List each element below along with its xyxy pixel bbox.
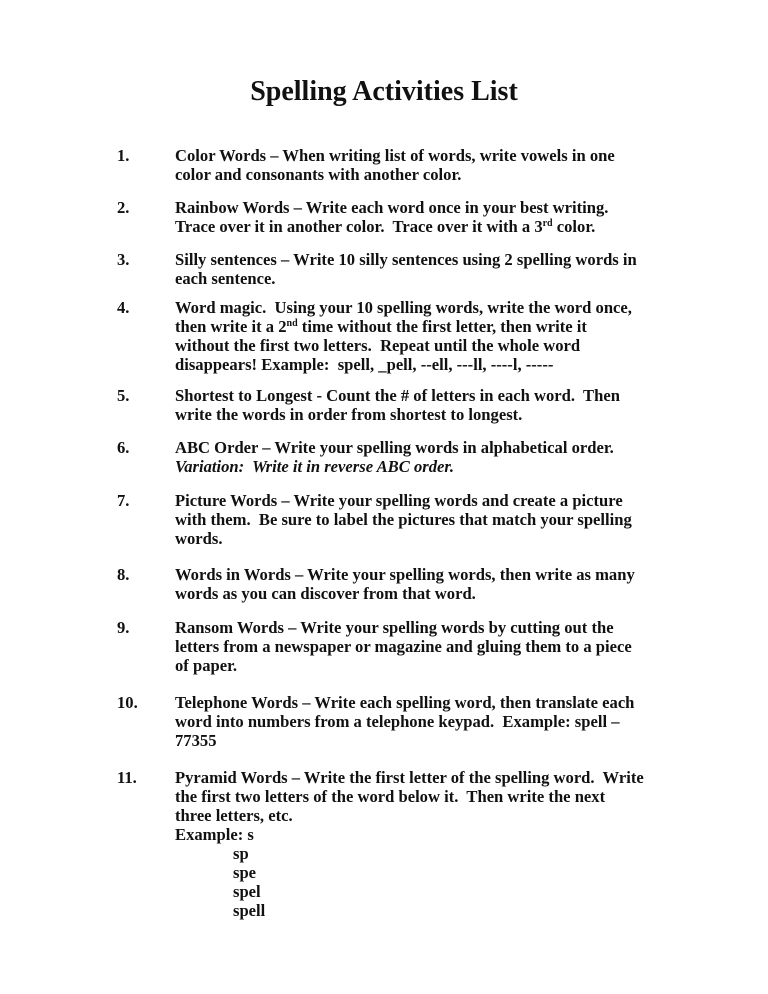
item-text: Picture Words – Write your spelling words and create a picture	[175, 491, 623, 510]
item-number: 7.	[117, 491, 130, 510]
item-text: letters from a newspaper or magazine and gluing them to a piece	[175, 637, 632, 656]
item-number: 5.	[117, 386, 130, 405]
item-text: each sentence.	[175, 269, 276, 288]
item-text: Color Words – When writing list of words, write vowels in one	[175, 146, 615, 165]
pyramid-example-line: spel	[233, 882, 261, 901]
item-text: Words in Words – Write your spelling words, then write as many	[175, 565, 635, 584]
item-text: without the first two letters. Repeat until the whole word	[175, 336, 581, 355]
item-variation-text: Variation: Write it in reverse ABC order.	[175, 457, 455, 476]
item-text: then write it a	[175, 317, 279, 336]
item-text: time without the first letter, then write it	[297, 317, 587, 336]
page-title: Spelling Activities List	[250, 76, 518, 107]
superscript: rd	[542, 218, 553, 229]
item-text: Ransom Words – Write your spelling words by cutting out the	[175, 618, 614, 637]
item-text: Telephone Words – Write each spelling word, then translate each	[175, 693, 635, 712]
item-text: Shortest to Longest - Count the # of letters in each word. Then	[175, 386, 620, 405]
superscript: nd	[286, 318, 298, 329]
item-number: 1.	[117, 146, 130, 165]
item-text: 3	[534, 217, 543, 236]
item-number: 4.	[117, 298, 130, 317]
item-number: 3.	[117, 250, 130, 269]
item-text: word into numbers from a telephone keypad. Example: spell –	[175, 712, 620, 731]
pyramid-example-line: spe	[233, 863, 257, 882]
item-text: color.	[552, 217, 596, 236]
item-text: of paper.	[175, 656, 238, 675]
item-text: Rainbow Words – Write each word once in your best writing.	[175, 198, 609, 217]
item-text: three letters, etc.	[175, 806, 293, 825]
item-text: 77355	[175, 731, 217, 750]
item-text: Pyramid Words – Write the first letter of the spelling word. Write	[175, 768, 644, 787]
item-text: color and consonants with another color.	[175, 165, 462, 184]
item-number: 9.	[117, 618, 130, 637]
item-text: Word magic. Using your 10 spelling words, write the word once,	[175, 298, 632, 317]
item-text: the first two letters of the word below it. Then write the next	[175, 787, 606, 806]
item-number: 10.	[117, 693, 138, 712]
item-number: 8.	[117, 565, 130, 584]
item-text: with them. Be sure to label the pictures that match your spelling	[175, 510, 632, 529]
item-text: Example: s	[175, 825, 254, 844]
item-text: Trace over it in another color. Trace over it with a	[175, 217, 535, 236]
item-text: 2	[278, 317, 287, 336]
item-text: words.	[175, 529, 223, 548]
item-number: 2.	[117, 198, 130, 217]
item-text: Silly sentences – Write 10 silly sentences using 2 spelling words in	[175, 250, 637, 269]
item-text: write the words in order from shortest to longest.	[175, 405, 523, 424]
item-text: words as you can discover from that word.	[175, 584, 476, 603]
pyramid-example-line: spell	[233, 901, 266, 920]
pyramid-example-line: sp	[233, 844, 249, 863]
item-text: ABC Order – Write your spelling words in alphabetical order.	[175, 438, 614, 457]
item-number: 6.	[117, 438, 130, 457]
item-number: 11.	[117, 768, 137, 787]
item-text: disappears! Example: spell, _pell, --ell, ---ll, ----l, -----	[175, 355, 554, 374]
